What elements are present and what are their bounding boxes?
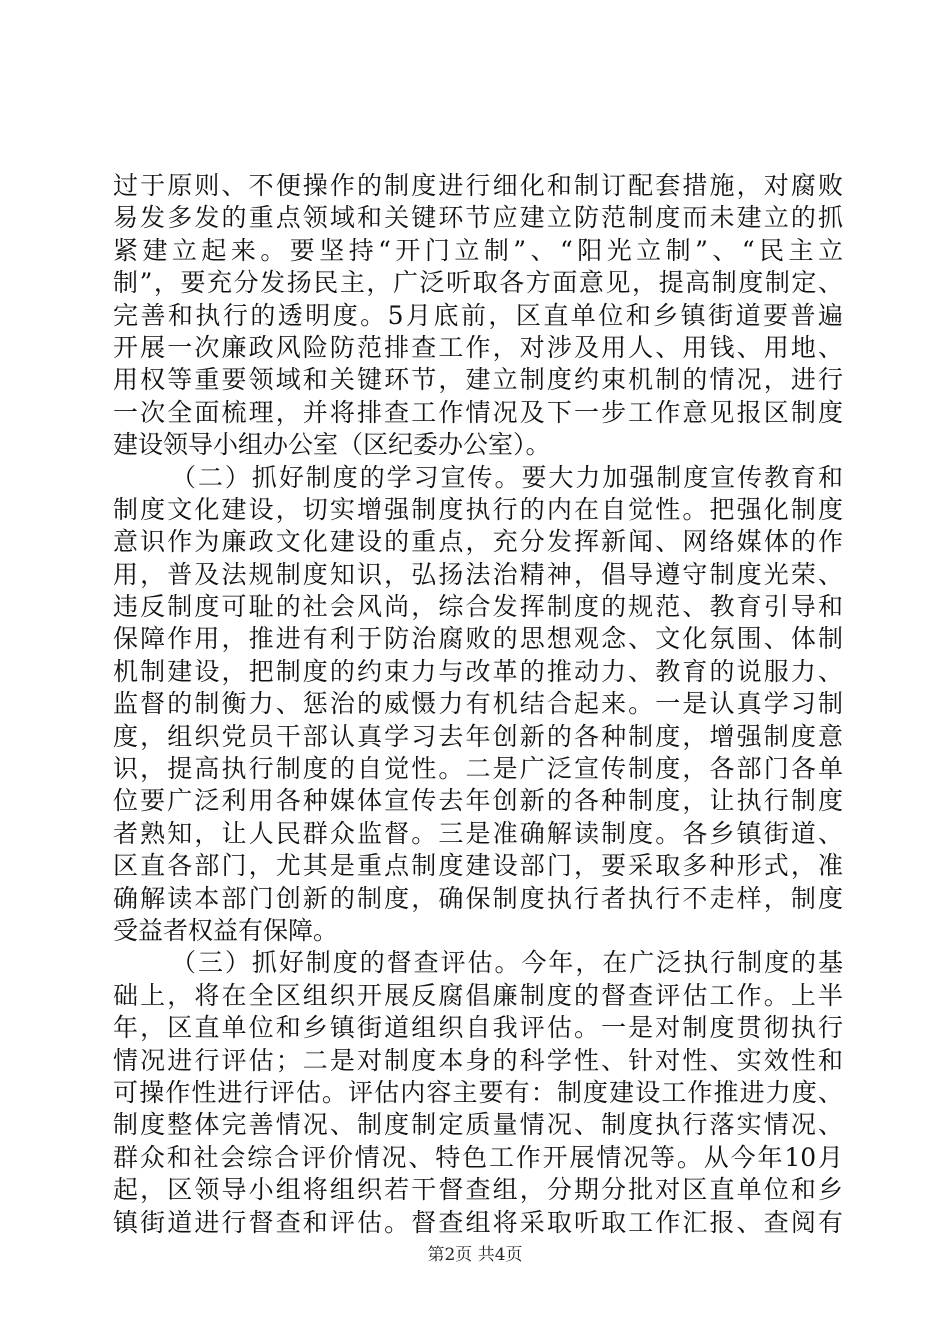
page-number-footer: 第2页 共4页: [427, 1245, 523, 1265]
text-line: 制度整体完善情况、制度制定质量情况、制度执行落实情况、: [113, 1110, 843, 1140]
text-line: 者熟知，让人民群众监督。三是准确解读制度。各乡镇街道、: [113, 818, 843, 848]
text-line: 监督的制衡力、惩治的威慑力有机结合起来。一是认真学习制: [113, 689, 843, 719]
text-line: 镇街道进行督查和评估。督查组将采取听取工作汇报、查阅有: [113, 1207, 843, 1237]
text-line: 过于原则、不便操作的制度进行细化和制订配套措施，对腐败: [113, 171, 843, 200]
text-line: 确解读本部门创新的制度，确保制度执行者执行不走样，制度: [113, 883, 843, 913]
text-line: 一次全面梳理，并将排查工作情况及下一步工作意见报区制度: [113, 397, 843, 427]
text-line: 年，区直单位和乡镇街道组织自我评估。一是对制度贯彻执行: [113, 1013, 843, 1043]
text-line: 违反制度可耻的社会风尚，综合发挥制度的规范、教育引导和: [113, 592, 843, 622]
text-line: 完善和执行的透明度。5月底前，区直单位和乡镇街道要普遍: [113, 300, 843, 330]
text-line: 受益者权益有保障。: [113, 915, 339, 945]
text-line: 保障作用，推进有利于防治腐败的思想观念、文化氛围、体制: [113, 624, 843, 654]
text-line: 用，普及法规制度知识，弘扬法治精神，倡导遵守制度光荣、: [113, 559, 843, 589]
text-line: 意识作为廉政文化建设的重点，充分发挥新闻、网络媒体的作: [113, 527, 843, 557]
text-line: 可操作性进行评估。评估内容主要有：制度建设工作推进力度、: [113, 1077, 843, 1107]
text-line: 度，组织党员干部认真学习去年创新的各种制度，增强制度意: [113, 721, 843, 751]
text-line: 用权等重要领域和关键环节，建立制度约束机制的情况，进行: [113, 365, 843, 395]
text-line: 机制建设，把制度的约束力与改革的推动力、教育的说服力、: [113, 656, 843, 686]
text-line: 区直各部门，尤其是重点制度建设部门，要采取多种形式，准: [113, 851, 843, 881]
text-line: 群众和社会综合评价情况、特色工作开展情况等。从今年10月: [113, 1142, 843, 1172]
text-line: 制”，要充分发扬民主，广泛听取各方面意见，提高制度制定、: [113, 268, 843, 298]
text-line: 易发多发的重点领域和关键环节应建立防范制度而未建立的抓: [113, 203, 843, 233]
text-line: 建设领导小组办公室（区纪委办公室）。: [113, 430, 551, 460]
section-heading-line: （二）抓好制度的学习宣传。要大力加强制度宣传教育和: [171, 462, 843, 492]
section-heading-line: （三）抓好制度的督查评估。今年，在广泛执行制度的基: [171, 948, 843, 978]
text-line: 识，提高执行制度的自觉性。二是广泛宣传制度，各部门各单: [113, 754, 843, 784]
document-body: [113, 170, 843, 1239]
text-line: 紧建立起来。要坚持“开门立制”、“阳光立制”、“民主立: [113, 235, 843, 265]
text-line: 情况进行评估；二是对制度本身的科学性、针对性、实效性和: [113, 1045, 843, 1075]
text-line: 制度文化建设，切实增强制度执行的内在自觉性。把强化制度: [113, 494, 843, 524]
text-line: 础上，将在全区组织开展反腐倡廉制度的督查评估工作。上半: [113, 980, 843, 1010]
text-line: 位要广泛利用各种媒体宣传去年创新的各种制度，让执行制度: [113, 786, 843, 816]
text-line: 开展一次廉政风险防范排查工作，对涉及用人、用钱、用地、: [113, 332, 843, 362]
text-line: 起，区领导小组将组织若干督查组，分期分批对区直单位和乡: [113, 1175, 843, 1205]
